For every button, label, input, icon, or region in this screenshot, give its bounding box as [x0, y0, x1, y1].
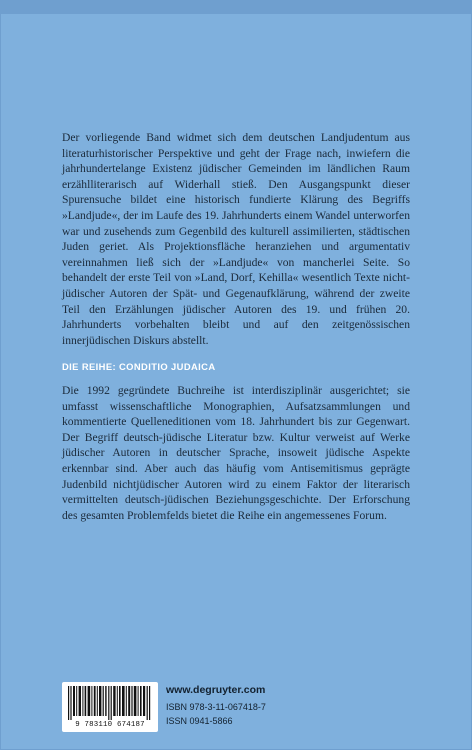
top-band — [0, 0, 472, 14]
issn-number: ISSN 0941-5866 — [166, 716, 233, 726]
series-description: Die 1992 gegründete Buchreihe ist interdisziplinär ausgerichtet; sie umfasst wissenschaftliche Monographien, Aufsatzsammlungen und kommentierte Quelleneditionen vom 18. Jahrhundert bis zur Gegenwart. Der Begriff deutsch-jüdische Literatur bzw. Kultur verweist auf Werke jüdischer Autoren in deutscher Sprache, insoweit jüdische Aspekte erkennbar sind. Aber auch das häufig vom Antisemitismus geprägte Judenbild nichtjüdischer Autoren wird zu einem Faktor der literarisch vermittelten deutsch-jüdischen Beziehungsgeschichte. Der Erforschung des gesamten Problemfelds bietet die Reihe ein angemessenes Forum. — [62, 384, 410, 522]
isbn-number: ISBN 978-3-11-067418-7 — [166, 702, 266, 712]
isbn-barcode — [62, 682, 158, 732]
book-description: Der vorliegende Band widmet sich dem deutschen Landjudentum aus literaturhistorischer Perspektive und geht der Frage nach, inwiefern die jahrhundertelange Existenz jüdischer Gemeinden im ländlichen Raum erzählliterarisch auf Widerhall stieß. Den Ausgangspunkt dieser Spurensuche bildet eine historisch fundierte Klärung des Begriffs »Landjude«, der im Laufe des 19. Jahrhunderts einem Wandel unterworfen war und zusehends zum Gegenbild des kulturell assimilierten, städtischen Juden geriet. Als Projektionsfläche heranziehen und argumentativ vereinnahmen ließ sich der »Landjude« von mancherlei Seite. So behandelt der erste Teil von »Land, Dorf, Kehilla« wesentlich Texte nicht-jüdischer Autoren der Spät- und Gegenaufklärung, während der zweite Teil den Erzählungen jüdischer Autoren des 19. und frühen 20. Jahrhunderts vorbehalten bleibt und auf den zeitgenössischen innerjüdischen Diskurs abstellt. — [62, 131, 410, 347]
publisher-website-link[interactable]: www.degruyter.com — [166, 684, 266, 696]
barcode-bars-icon — [68, 686, 152, 720]
barcode-digits: 9 783110 674187 — [75, 721, 145, 729]
series-heading: DIE REIHE: CONDITIO JUDAICA — [62, 361, 216, 372]
